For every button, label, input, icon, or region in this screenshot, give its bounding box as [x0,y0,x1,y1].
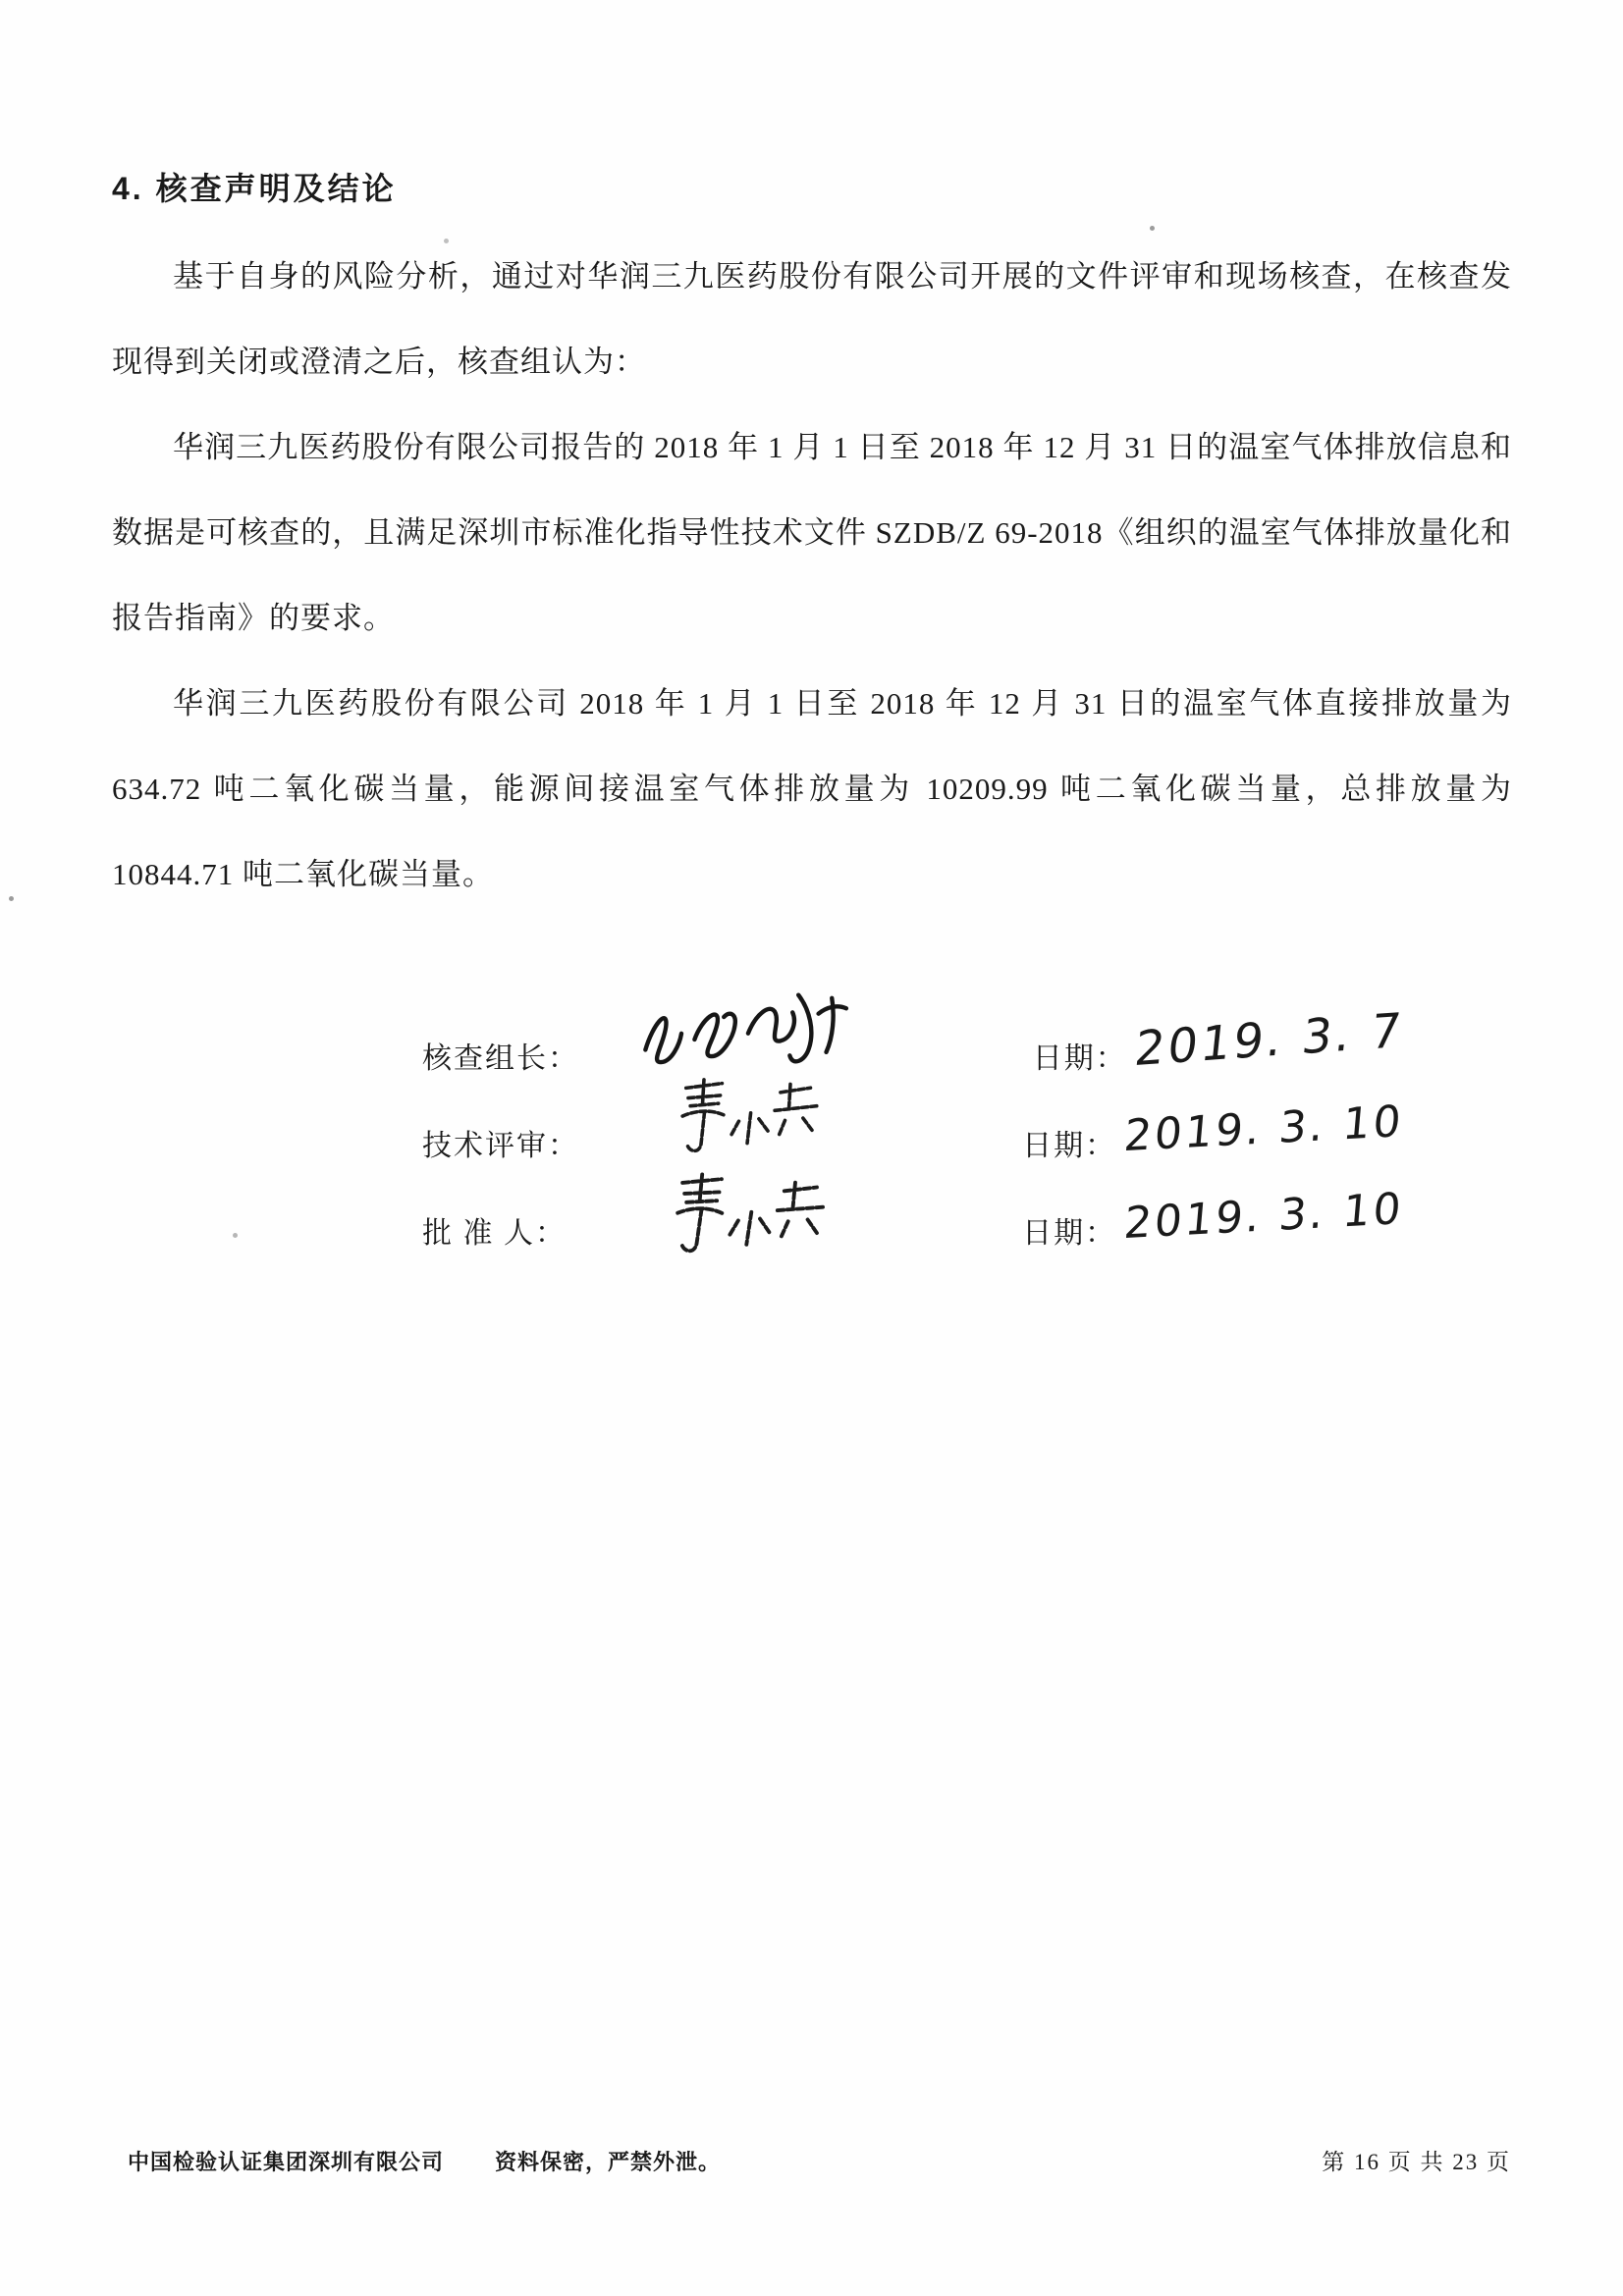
signature-block [422,1002,1407,1273]
paragraph-emission-totals: 华润三九医药股份有限公司 2018 年 1 月 1 日至 2018 年 12 月 31 日的温室气体直接排放量为 634.72 吨二氧化碳当量，能源间接温室气体排放量为 10209.99 吨二氧化碳当量，总排放量为 10844.71 吨二氧化碳当量。 [112,686,1512,891]
role-label-technical-reviewer: 技术评审： [422,1129,579,1162]
scan-speck [444,239,449,243]
handwritten-date: 2019. 3. 7 [1131,1002,1407,1077]
page-footer [128,2144,1511,2176]
handwritten-signature-approver [599,1186,923,1273]
signature-row-technical-reviewer [422,1095,1406,1186]
role-label-team-leader: 核查组长： [422,1041,579,1075]
date-label: 日期： [1022,1129,1117,1162]
role-label-approver: 批 准 人： [422,1216,567,1250]
paragraph-verifiability-conclusion: 华润三九医药股份有限公司报告的 2018 年 1 月 1 日至 2018 年 12 月 31 日的温室气体排放信息和数据是可核查的，且满足深圳市标准化指导性技术文件 SZDB/Z 69-2018《组织的温室气体排放量化和报告指南》的要求。 [112,430,1512,635]
date-label: 日期： [1022,1216,1117,1250]
scan-speck [1150,226,1155,231]
footer-page-number: 第 16 页 共 23 页 [1322,2150,1511,2174]
date-label: 日期： [1032,1041,1127,1075]
footer-company-name: 中国检验认证集团深圳有限公司 [128,2150,445,2174]
signature-row-team-leader [422,1002,1407,1098]
footer-confidentiality-notice: 资料保密，严禁外泄。 [495,2150,722,2174]
scan-speck [9,896,14,901]
signature-row-approver [422,1183,1406,1273]
signature-ink-icon [636,978,865,1076]
scan-speck [233,1233,238,1238]
date-group-team-leader [1032,1002,1407,1077]
date-group-technical-reviewer [1022,1095,1406,1164]
document-body [112,167,1512,917]
handwritten-date: 2019. 3. 10 [1121,1095,1406,1162]
signature-ink-icon [657,1069,831,1162]
paragraph-verification-basis: 基于自身的风险分析，通过对华润三九医药股份有限公司开展的文件评审和现场核查，在核查发现得到关闭或澄清之后，核查组认为： [112,259,1512,379]
section-heading: 4. 核查声明及结论 [112,171,397,206]
date-group-approver [1022,1183,1406,1252]
signature-ink-icon [650,1165,838,1266]
handwritten-date: 2019. 3. 10 [1121,1183,1406,1250]
